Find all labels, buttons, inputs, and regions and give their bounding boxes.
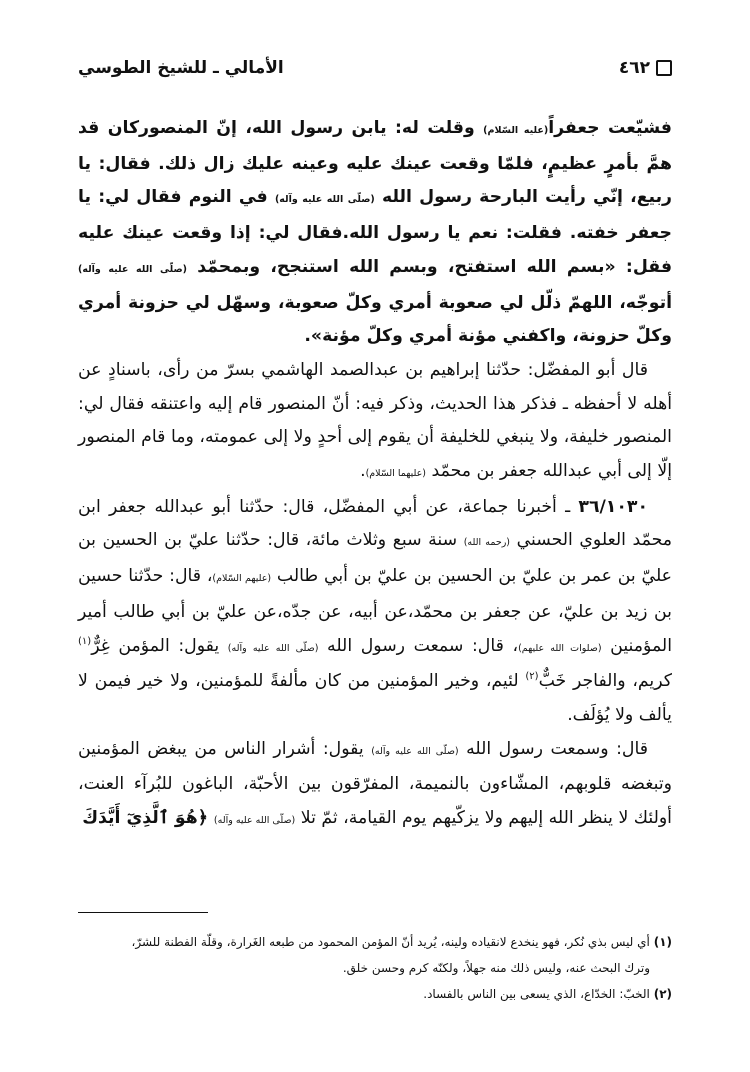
quran-quote: ﴿هُوَ ٱلَّذِيٓ أَيَّدَكَ [82,808,214,829]
paragraph-2 [78,354,672,491]
text-run: فشيّعت جعفراً [548,118,672,138]
text-run: ، قال: سمعت رسول الله [318,635,519,656]
page-number: ٤٦٢ [618,58,650,78]
text-run: ـ أخبرنا جماعة، عن أبي المفضّل، قال: حدّثنا أبو عبدالله جعفر ابن محمّد العلوي الحسني [78,496,673,551]
text-run: في النوم فقال لي: يا جعفر خفته. فقلت: نعم يا رسول الله.فقال لي: إذا وقعت عينك عليه فقل: «بسم الله استفتح، وبسم الله استنجح، وبمحمّد [78,187,673,277]
text-run: قال أبو المفضّل: حدّثنا إبراهيم بن عبدالصمد الهاشمي بسرّ من رأى، باسنادٍ عن أهله لا أحفظه ـ فذكر هذا الحديث، وذكر فيه: أنّ المنصور قام إليه واعتنقه فقال لي: المنصور خليفة، ولا ينبغي للخليفة أن يقوم إلى أحدٍ ولا إلى عمومته، وما قام المنصور إلّا إلى أبي عبدالله جعفر بن محمّد [78,359,672,482]
honorific: (رحمه الله) [463,537,511,549]
paragraph-4 [78,733,672,838]
honorific: (عليهم السّلام) [212,573,272,585]
footnote-2 [78,982,672,1006]
footnote-mark: (٢) [653,987,672,1001]
footnote-text: الخبّ: الخدّاع، الذي يسعى بين الناس بالفساد. [423,987,654,1001]
footnote-divider [78,912,208,913]
paragraph-1 [78,112,672,354]
text-run: يقول: المؤمن غِرٌّ [91,635,228,656]
footnotes [78,930,672,1008]
book-title: الأمالي ـ للشيخ الطوسي [78,58,284,78]
footnote-text: أي ليس بذي نُكر، فهو ينخدع لانقياده ولينه، يُريد أنّ المؤمن المحمود من طبعه الغَرارة، وقلّة الفطنة للشرّ، [131,935,654,949]
text-run: . [360,461,366,482]
text-run: كريم، والفاجر خَبٌّ [538,671,672,692]
main-text [78,112,672,838]
text-run: يقول: أشرار الناس من يبغض المؤمنين وتبغضه قلوبهم، المشّاءون بالنميمة، المفرّقون بين الأحبّة، الباغون للبُرآء العنت، أولئك لا ينظر الله إليهم ولا يزكّيهم يوم القيامة، ثمّ تلا [78,738,672,829]
footnote-1-continued: وترك البحث عنه، وليس ذلك منه جهلاً، ولكنّه كرم وحسن خلق. [342,961,650,975]
text-run: أتوجّه، اللهمّ ذلّل لي صعوبة أمري وكلّ صعوبة، وسهّل لي حزونة أمري وكلّ حزونة، واكفني مؤنة أمري وكلّ مؤنة». [78,292,672,347]
honorific: (صلّى الله عليه وآله) [274,194,375,206]
text-run: سنة سبع وثلاث مائة، قال: حدّثنا عليّ بن الحسين بن عليّ بن عمر بن عليّ بن الحسين بن عليّ بن أبي طالب [78,530,672,587]
honorific: (صلّى الله عليه وآله) [213,815,296,827]
footnote-1 [78,930,672,954]
footnote-ref[interactable]: (٢) [525,671,539,683]
text-run: وقلت له: يابن رسول الله، إنّ المنصوركان قد همَّ بأمرٍ عظيمٍ، فلمّا وقعت عينك عليه وعينه عليك زال ذلك. فقال: يا ربيع، إنّي رأيت البارحة رسول الله [78,118,673,208]
page-number-block [619,58,672,78]
honorific: (صلوات الله عليهم) [518,642,602,654]
footnote-mark: (١) [653,935,672,949]
paragraph-3 [78,491,672,733]
honorific: (عليه السّلام) [483,125,549,136]
text-run: لئيم، وخير المؤمنين من كان مألفةً للمؤمنين، ولا خير فيمن لا يألف ولا يُؤلَف. [78,671,672,725]
square-icon [656,60,672,76]
honorific: (عليهما السّلام) [365,468,427,480]
hadith-number: ٣٦/١٠٣٠ [578,496,648,517]
text-run: ، قال: حدّثنا حسين بن زيد بن عليّ، عن جعفر بن محمّد،عن أبيه، عن جدّه،عن عليّ بن أبي طالب أمير المؤمنين [78,566,672,656]
honorific: (صلّى الله عليه وآله) [371,745,459,757]
page-header [78,58,672,88]
honorific: (صلّى الله عليه وآله) [78,263,187,275]
footnote-ref[interactable]: (١) [78,635,92,647]
honorific: (صلّى الله عليه وآله) [227,642,319,654]
text-run: قال: وسمعت رسول الله [458,738,648,759]
